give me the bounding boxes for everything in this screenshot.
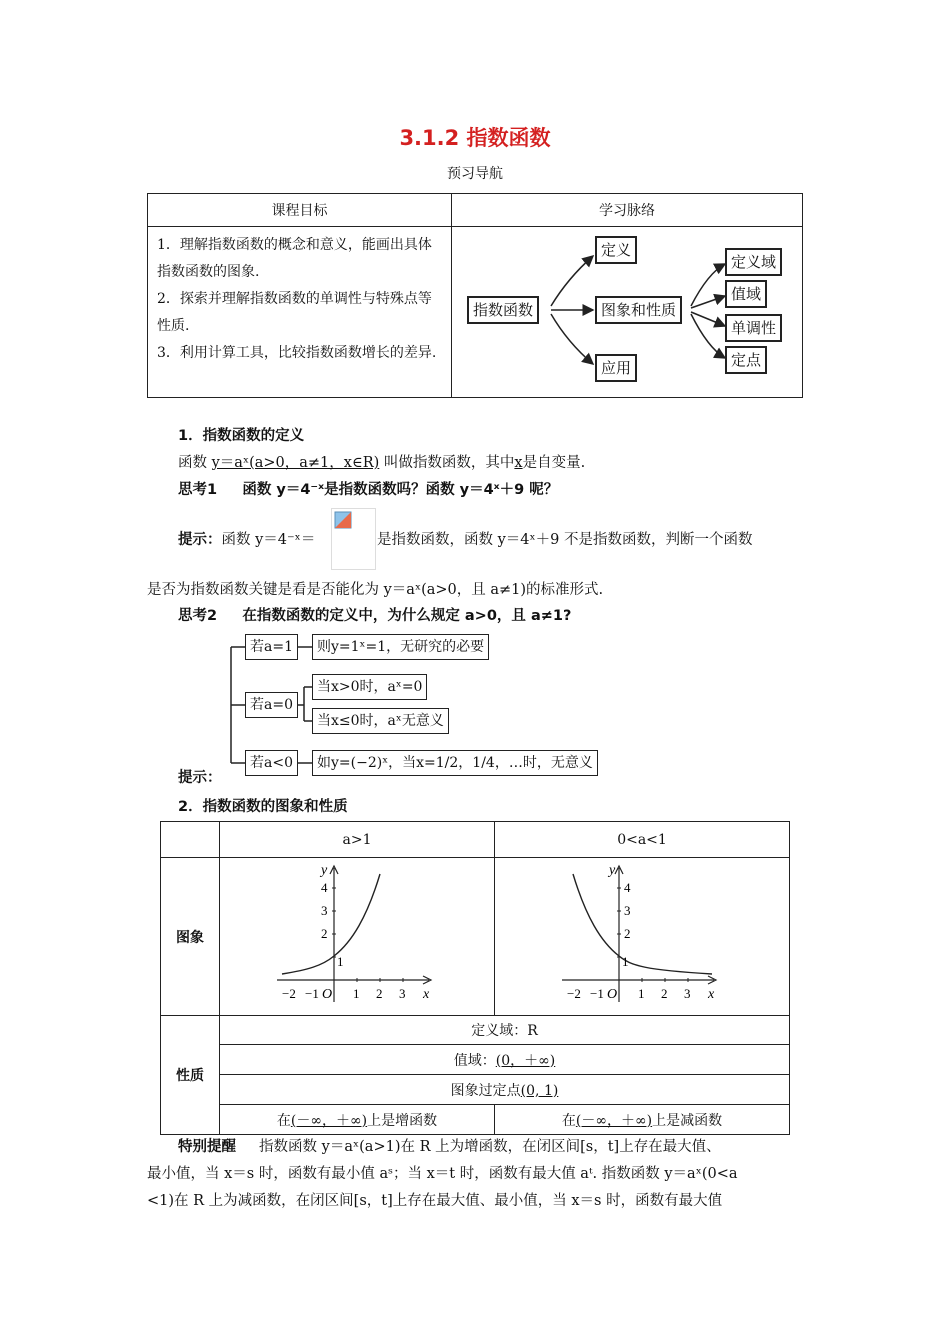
mono-b-pre: 在 <box>561 1112 576 1129</box>
fixed-value: (0, 1) <box>520 1082 559 1099</box>
flow-case-3: 若a<0 <box>245 750 298 776</box>
graph-decreasing <box>562 862 722 1007</box>
prop-range <box>220 1045 790 1075</box>
ytick-label: 2 <box>321 926 328 941</box>
xtick-label: 1 <box>353 986 360 1001</box>
goal-item: 2．探索并理解指数函数的单调性与特殊点等性质. <box>157 291 432 334</box>
xtick-label: 3 <box>399 986 406 1001</box>
prop-monotonic-b <box>495 1105 790 1135</box>
ytick-label: 2 <box>624 926 631 941</box>
prop-monotonic-a <box>220 1105 495 1135</box>
mono-a-post: 上是增函数 <box>367 1112 438 1129</box>
x-axis-label: x <box>708 987 715 1002</box>
y-axis-label: y <box>321 863 328 878</box>
goal-item: 1．理解指数函数的概念和意义，能画出具体指数函数的图象. <box>157 237 432 280</box>
ytick-label: 1 <box>337 954 344 969</box>
page-title: 3.1.2 指数函数 <box>399 126 551 150</box>
definition-formula: y＝aˣ(a>0，a≠1，x∈R) <box>211 455 380 471</box>
definition-mid: 叫做指数函数，其中 <box>383 455 515 471</box>
mindmap-leaf: 定义域 <box>725 248 782 276</box>
graph-decreasing-cell <box>495 858 790 1016</box>
flow-result-2a: 当x>0时，aˣ=0 <box>312 674 427 700</box>
hint1-line1 <box>178 528 315 549</box>
mindmap-node: 应用 <box>595 354 637 382</box>
flow-case-1: 若a=1 <box>245 634 298 660</box>
think1-text: 函数 y＝4⁻ˣ是指数函数吗？函数 y＝4ˣ＋9 呢？ <box>242 482 559 498</box>
goals-table <box>147 193 803 398</box>
mindmap-leaf: 值域 <box>725 280 767 308</box>
xtick-label: 2 <box>661 986 668 1001</box>
think2 <box>178 604 571 625</box>
missing-image-placeholder <box>331 508 376 570</box>
graph-increasing <box>277 862 437 1007</box>
hint2-label: 提示： <box>178 770 222 786</box>
y-axis-label: y <box>609 863 616 878</box>
xtick-label: −2 <box>282 986 296 1001</box>
x-axis-label: x <box>423 987 430 1002</box>
range-value: (0，＋∞) <box>495 1052 556 1069</box>
goals-cell <box>148 227 452 398</box>
mindmap-node: 定义 <box>595 236 637 264</box>
col-header-a-gt-1: a>1 <box>220 822 495 858</box>
ytick-label: 1 <box>622 954 629 969</box>
hint-label: 提示： <box>178 532 222 548</box>
prop-domain: 定义域：R <box>220 1016 790 1045</box>
ytick-label: 3 <box>624 903 631 918</box>
section2-heading: 2．指数函数的图象和性质 <box>178 799 348 815</box>
properties-table <box>160 821 790 1135</box>
xtick-label: 3 <box>684 986 691 1001</box>
prop-fixed-point <box>220 1075 790 1105</box>
ytick-label: 3 <box>321 903 328 918</box>
mindmap-node: 图象和性质 <box>595 296 682 324</box>
ytick-label: 4 <box>624 880 631 895</box>
definition-pre: 函数 <box>178 455 207 471</box>
corner-cell <box>161 822 220 858</box>
mono-a-value: (－∞，＋∞) <box>290 1112 368 1129</box>
definition-line <box>178 451 585 472</box>
goal-item: 3．利用计算工具，比较指数函数增长的差异. <box>157 345 437 361</box>
flow-result-3: 如y=(−2)ˣ，当x=1/2，1/4，…时，无意义 <box>312 750 598 776</box>
goals-header: 课程目标 <box>148 194 452 227</box>
hint1-post: 是指数函数，函数 y＝4ˣ＋9 不是指数函数，判断一个函数 <box>377 532 753 548</box>
note-label: 特别提醒 <box>178 1139 236 1155</box>
note-text-1: 指数函数 y＝aˣ(a>1)在 R 上为增函数，在闭区间[s，t]上存在最大值、 <box>259 1139 721 1155</box>
col-header-a-lt-1: 0<a<1 <box>495 822 790 858</box>
think1 <box>178 478 558 499</box>
note-line1 <box>178 1135 721 1156</box>
definition-var: x <box>514 455 523 471</box>
mindmap-leaf: 单调性 <box>725 314 782 342</box>
think1-label: 思考1 <box>178 482 218 498</box>
section1-heading: 1．指数函数的定义 <box>178 428 305 444</box>
xtick-label: −1 <box>305 986 319 1001</box>
xtick-label: −1 <box>590 986 604 1001</box>
ytick-label: 4 <box>321 880 328 895</box>
hint1-line2: 是否为指数函数关键是看是否能化为 y＝aˣ(a>0，且 a≠1)的标准形式. <box>147 582 604 598</box>
mono-b-post: 上是减函数 <box>652 1112 723 1129</box>
range-pre: 值域： <box>453 1052 496 1069</box>
mono-b-value: (－∞，＋∞) <box>575 1112 653 1129</box>
page-subtitle: 预习导航 <box>447 166 503 182</box>
note-line3: <1)在 R 上为减函数，在闭区间[s，t]上存在最大值、最小值，当 x＝s 时，函数有最大值 <box>147 1193 723 1209</box>
mono-a-pre: 在 <box>276 1112 291 1129</box>
think2-text: 在指数函数的定义中，为什么规定 a>0，且 a≠1? <box>242 608 572 624</box>
mindmap-leaf: 定点 <box>725 346 767 374</box>
origin-label: O <box>322 987 333 1002</box>
definition-post: 是自变量. <box>522 455 586 471</box>
hint1-pre: 函数 y＝4⁻ˣ＝ <box>221 532 316 548</box>
think2-label: 思考2 <box>178 608 218 624</box>
row-header-graph: 图象 <box>161 858 220 1016</box>
row-header-props: 性质 <box>161 1016 220 1135</box>
origin-label: O <box>607 987 618 1002</box>
xtick-label: −2 <box>567 986 581 1001</box>
mindmap-header: 学习脉络 <box>452 194 803 227</box>
flow-result-2b: 当x≤0时，aˣ无意义 <box>312 708 449 734</box>
flow-result-1: 则y=1ˣ=1，无研究的必要 <box>312 634 489 660</box>
fixed-pre: 图象过定点 <box>450 1082 521 1099</box>
mindmap-cell <box>452 227 803 398</box>
graph-increasing-cell <box>220 858 495 1016</box>
note-line2: 最小值，当 x＝s 时，函数有最小值 aˢ；当 x＝t 时，函数有最大值 aᵗ. 指数函数 y＝aˣ(0<a <box>147 1166 738 1182</box>
broken-image-icon <box>334 511 354 531</box>
mindmap-root: 指数函数 <box>467 296 539 324</box>
xtick-label: 1 <box>638 986 645 1001</box>
xtick-label: 2 <box>376 986 383 1001</box>
flow-case-2: 若a=0 <box>245 692 298 718</box>
